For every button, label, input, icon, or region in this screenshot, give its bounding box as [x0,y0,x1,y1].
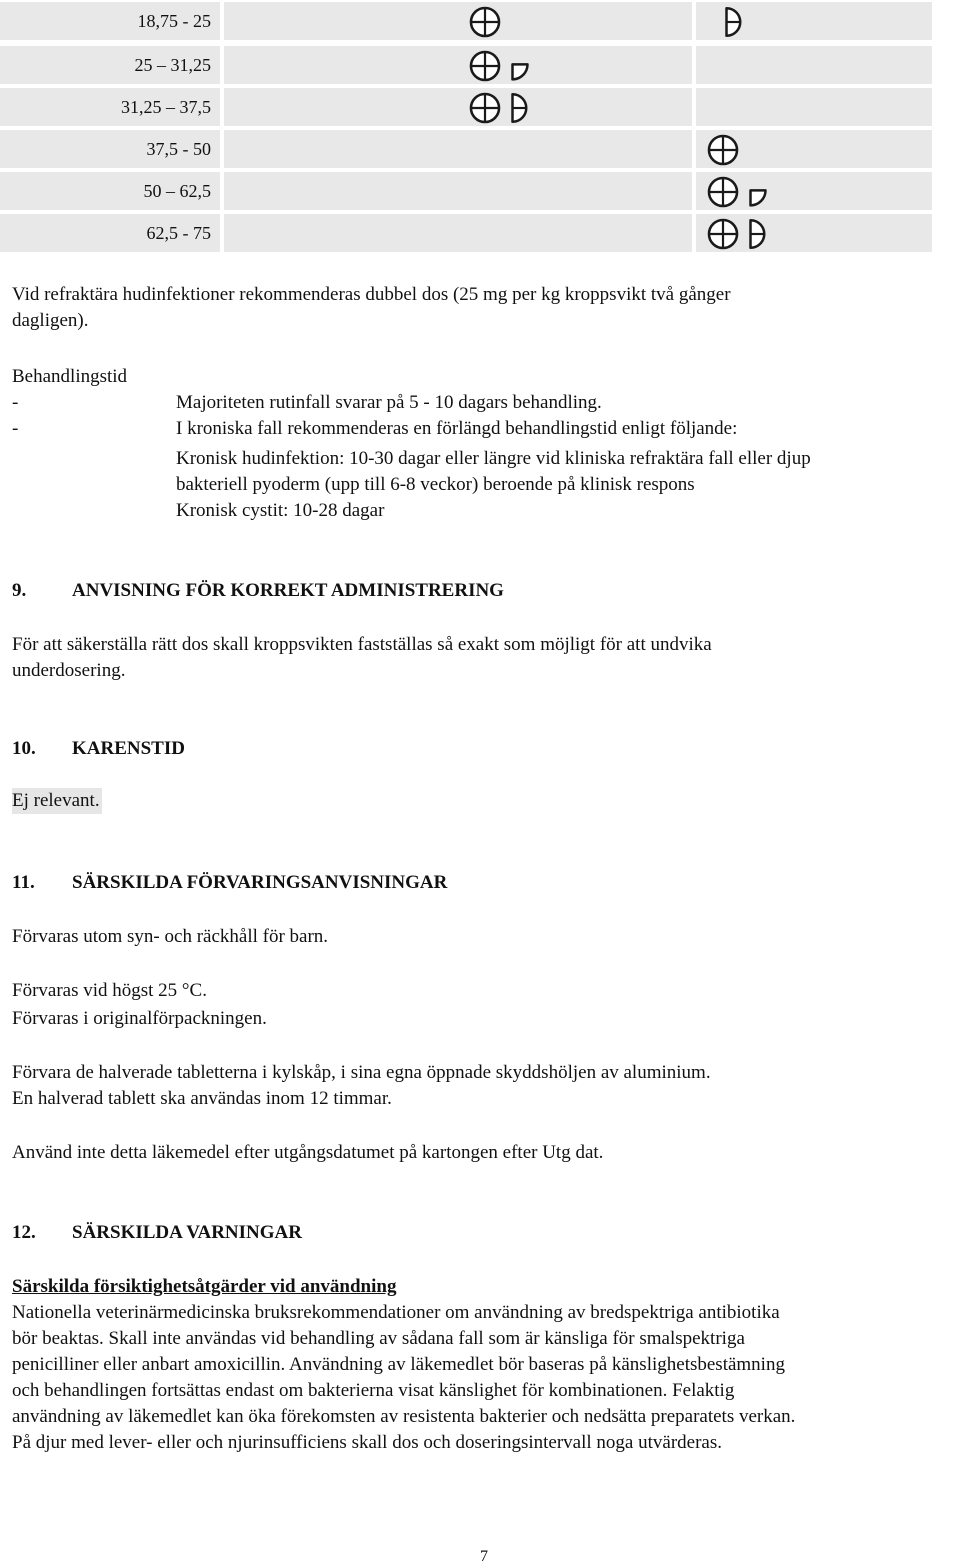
weight-range-cell: 31,25 – 37,5 [0,88,220,126]
weight-range-cell: 18,75 - 25 [0,2,220,40]
section-number: 11. [12,872,35,893]
table-row [0,212,932,252]
dose-cell [224,2,692,40]
whole-tablet-icon [468,91,502,125]
section-text: Ej relevant. [12,788,102,814]
treatment-title: Behandlingstid [12,366,128,387]
half-tablet-icon [510,91,530,125]
whole-tablet-icon [706,133,740,167]
warning-text-line: Nationella veterinärmedicinska bruksrekommendationer om användning av bredspektriga antibiotika [12,1302,780,1323]
storage-text: Förvaras utom syn- och räckhåll för barn. [12,926,329,947]
table-row [0,44,932,84]
treatment-item: I kroniska fall rekommenderas en förlängd behandlingstid enligt följande: [176,418,738,439]
dose-cell [696,46,932,84]
warning-text-line: På djur med lever- eller och njurinsufficiens skall dos och doseringsintervall noga utvärderas. [12,1432,722,1453]
table-row [0,0,932,40]
weight-range-cell: 50 – 62,5 [0,172,220,210]
section-heading: ANVISNING FÖR KORREKT ADMINISTRERING [72,580,504,601]
section-heading: SÄRSKILDA VARNINGAR [72,1222,302,1243]
section-number: 10. [12,738,36,759]
table-row [0,170,932,210]
storage-text: Förvaras vid högst 25 °C. [12,980,207,1001]
dose-cell [224,172,692,210]
half-tablet-icon [748,217,768,251]
whole-tablet-icon [706,175,740,209]
weight-range-cell: 62,5 - 75 [0,214,220,252]
storage-text: Förvaras i originalförpackningen. [12,1008,267,1029]
weight-range-cell: 25 – 31,25 [0,46,220,84]
section-number: 12. [12,1222,36,1243]
treatment-item-text: bakteriell pyoderm (upp till 6-8 veckor) beroende på klinisk respons [176,474,695,495]
quarter-tablet-icon [748,175,768,209]
half-tablet-icon [724,5,744,39]
dose-cell [696,2,932,40]
dose-cell [224,130,692,168]
section-subheading: Särskilda försiktighetsåtgärder vid användning [12,1276,397,1297]
section-text: underdosering. [12,660,126,681]
storage-text: En halverad tablett ska användas inom 12 timmar. [12,1088,392,1109]
warning-text-line: och behandlingen fortsättas endast om bakterierna visat känslighet för kombinationen. Felaktig [12,1380,735,1401]
page-number: 7 [480,1548,488,1565]
warning-text-line: penicilliner eller anbart amoxicillin. Användning av läkemedlet bör baseras på känslighetsbestämning [12,1354,785,1375]
dose-cell [224,214,692,252]
treatment-item: Majoriteten rutinfall svarar på 5 - 10 dagars behandling. [176,392,602,413]
dose-cell [696,130,932,168]
warning-text-line: användning av läkemedlet kan öka förekomsten av resistenta bakterier och nedsätta preparatets verkan. [12,1406,796,1427]
section-heading: SÄRSKILDA FÖRVARINGSANVISNINGAR [72,872,448,893]
section-number: 9. [12,580,27,601]
section-heading: KARENSTID [72,738,185,759]
storage-text: Förvara de halverade tabletterna i kylskåp, i sina egna öppnade skyddshöljen av aluminium. [12,1062,711,1083]
weight-range-cell: 37,5 - 50 [0,130,220,168]
bullet-dash: - [12,418,19,439]
dose-cell [224,46,692,84]
dose-cell [696,88,932,126]
table-row [0,86,932,126]
dose-cell [224,88,692,126]
treatment-item-text: Kronisk cystit: 10-28 dagar [176,500,385,521]
quarter-tablet-icon [510,49,530,83]
whole-tablet-icon [468,49,502,83]
dose-cell [696,214,932,252]
whole-tablet-icon [706,217,740,251]
whole-tablet-icon [468,5,502,39]
refractory-text-line: dagligen). [12,310,89,331]
refractory-text-line: Vid refraktära hudinfektioner rekommenderas dubbel dos (25 mg per kg kroppsvikt två gånger [12,284,731,305]
warning-text-line: bör beaktas. Skall inte användas vid behandling av sådana fall som är känsliga för smalspektriga [12,1328,745,1349]
section-text: För att säkerställa rätt dos skall kroppsvikten fastställas så exakt som möjligt för att undvika [12,634,712,655]
dose-cell [696,172,932,210]
storage-text: Använd inte detta läkemedel efter utgångsdatumet på kartongen efter Utg dat. [12,1142,604,1163]
bullet-dash: - [12,392,19,413]
treatment-item-text: Kronisk hudinfektion: 10-30 dagar eller längre vid kliniska refraktära fall eller djup [176,448,811,469]
table-row [0,128,932,168]
